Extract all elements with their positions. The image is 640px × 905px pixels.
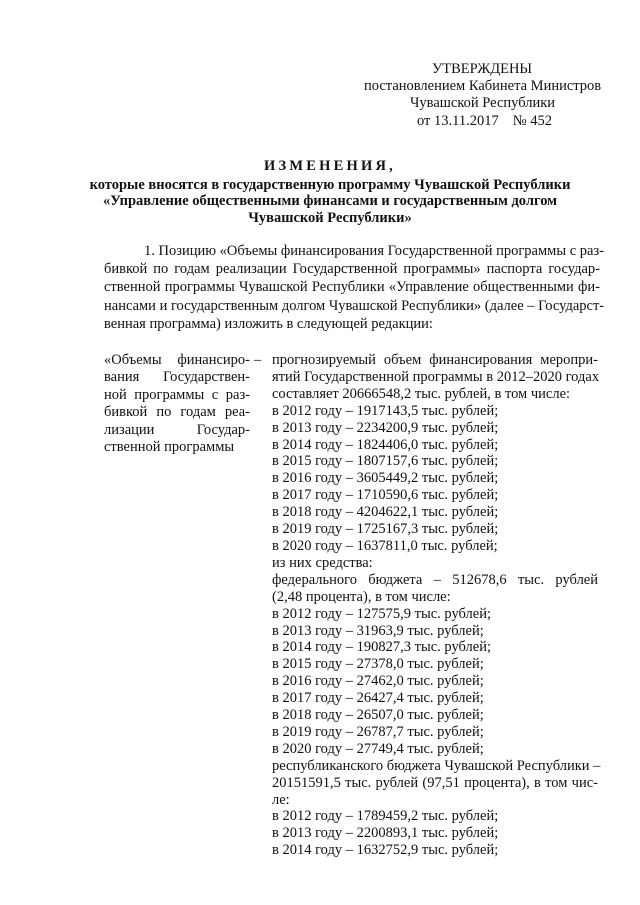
- intro-line: нансами и государственным долгом Чувашской Республики» (далее – Государст-: [104, 297, 605, 314]
- value-line: в 2013 году – 2234200,9 тыс. рублей;: [272, 419, 499, 436]
- value-line: в 2018 году – 4204622,1 тыс. рублей;: [272, 504, 499, 521]
- approval-issuer: постановлением Кабинета Министров: [364, 78, 602, 95]
- value-line: в 2013 году – 2200893,1 тыс. рублей;: [272, 825, 499, 842]
- value-line: республиканского бюджета Чувашской Республики –: [272, 757, 601, 774]
- approval-stamp: [360, 61, 600, 130]
- heading-line: Чувашской Республики»: [248, 209, 412, 226]
- position-label-line: «Объемы финансиро-: [104, 352, 250, 368]
- intro-line: 1. Позицию «Объемы финансирования Государственной программы с раз-: [144, 243, 605, 259]
- value-line: в 2014 году – 1632752,9 тыс. рублей;: [272, 842, 499, 859]
- value-line: (2,48 процента), в том числе:: [272, 588, 451, 605]
- value-line: в 2015 году – 1807157,6 тыс. рублей;: [272, 453, 499, 470]
- intro-line: венная программа) изложить в следующей редакции:: [104, 315, 433, 332]
- value-line: в 2019 году – 26787,7 тыс. рублей;: [272, 723, 484, 740]
- position-label-line: ственной программы: [104, 439, 235, 456]
- value-line: в 2016 году – 3605449,2 тыс. рублей;: [272, 470, 499, 487]
- value-line: в 2017 году – 1710590,6 тыс. рублей;: [272, 487, 499, 504]
- heading-title: ИЗМЕНЕНИЯ,: [264, 158, 396, 174]
- value-line: федерального бюджета – 512678,6 тыс. рублей: [272, 571, 598, 588]
- approval-number: № 452: [512, 112, 552, 129]
- value-line: составляет 20666548,2 тыс. рублей, в том числе:: [272, 385, 571, 402]
- value-line: в 2019 году – 1725167,3 тыс. рублей;: [272, 521, 499, 538]
- heading-line: «Управление общественными финансами и государственным долгом: [102, 193, 558, 209]
- approval-title: УТВЕРЖДЕНЫ: [432, 61, 533, 77]
- intro-line: ственной программы Чувашской Республики «Управление общественными фи-: [104, 279, 600, 296]
- approval-date: от 13.11.2017: [417, 112, 499, 129]
- value-line: прогнозируемый объем финансирования меропри-: [272, 352, 598, 368]
- value-line: в 2012 году – 1917143,5 тыс. рублей;: [272, 402, 499, 419]
- value-line: в 2015 году – 27378,0 тыс. рублей;: [272, 656, 484, 673]
- value-line: в 2013 году – 31963,9 тыс. рублей;: [272, 622, 484, 639]
- value-line: в 2012 году – 127575,9 тыс. рублей;: [272, 605, 492, 622]
- value-line: в 2012 году – 1789459,2 тыс. рублей;: [272, 808, 499, 825]
- value-line: в 2018 году – 26507,0 тыс. рублей;: [272, 707, 484, 724]
- position-label-line: вания Государствен- ной программы с раз-: [104, 369, 250, 403]
- approval-date-number: [360, 113, 600, 130]
- intro-paragraph: [104, 242, 605, 333]
- position-label: [104, 352, 250, 456]
- value-line: в 2014 году – 190827,3 тыс. рублей;: [272, 639, 492, 656]
- intro-line: бивкой по годам реализации Государственной программы» паспорта государ-: [104, 261, 600, 278]
- value-line: 20151591,5 тыс. рублей (97,51 процента), в том чис-: [272, 774, 598, 791]
- heading-line: которые вносятся в государственную программу Чувашской Республики: [89, 176, 571, 193]
- value-line: в 2020 году – 27749,4 тыс. рублей;: [272, 740, 484, 757]
- approval-republic: Чувашской Республики: [410, 95, 556, 112]
- value-line: в 2016 году – 27462,0 тыс. рублей;: [272, 673, 484, 690]
- position-value: [272, 352, 601, 859]
- value-line: ле:: [272, 791, 290, 808]
- value-line: в 2014 году – 1824406,0 тыс. рублей;: [272, 436, 499, 453]
- value-line: ятий Государственной программы в 2012–2020 годах: [272, 368, 600, 385]
- document-heading: [80, 158, 580, 226]
- position-label-line: лизации Государ-: [104, 421, 250, 438]
- value-line: в 2020 году – 1637811,0 тыс. рублей;: [272, 537, 498, 554]
- position-separator: –: [254, 352, 262, 368]
- value-line: из них средства:: [272, 554, 373, 571]
- position-label-line: бивкой по годам реа-: [104, 404, 250, 421]
- value-line: в 2017 году – 26427,4 тыс. рублей;: [272, 690, 484, 707]
